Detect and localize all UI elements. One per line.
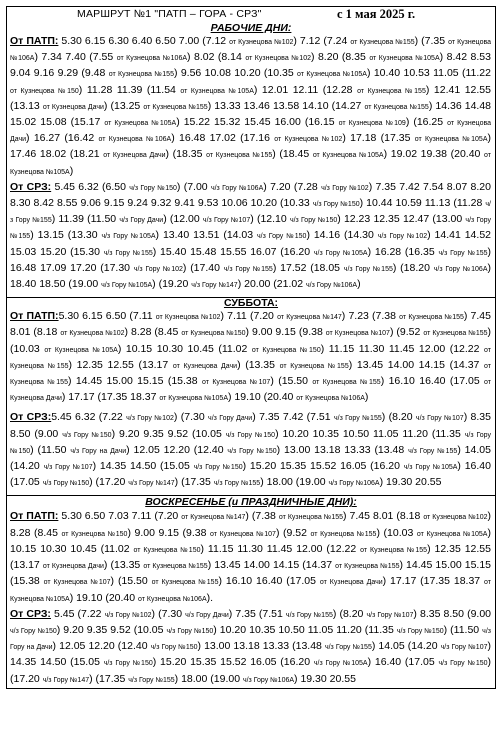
stop-note: ч/з Гору №105А [101,233,156,241]
departure-times: ) 7.45 8.01 (8.18 [10,310,491,339]
departure-times: ) (12.10 [250,213,290,226]
departure-times: ). [206,591,214,604]
stop-note: от Кузнецова №155 [312,379,381,387]
departure-times: ) (10.03 [10,326,492,355]
workdays-srz-block [7,180,495,293]
route-title: МАРШРУТ №1 "ПАТП – ГОРА - СРЗ" [77,8,262,20]
workdays-title: РАБОЧИЕ ДНИ: [210,22,292,34]
stop-note: ч/з Гору №102 [133,265,183,273]
stop-note: ч/з Гору №150 [227,447,277,455]
departure-times: ) 10.20 10.35 10.50 11.05 11.20 (11.35 [213,623,397,636]
departure-times: ) 7.23 (7.38 [341,310,400,323]
departure-times: ) 13.33 13.46 13.58 14.10 (14.27 [207,99,365,112]
departure-times: ) 11.15 11.30 11.45 12.00 (12.22 [200,542,361,555]
stop-note: от Кузнецова №102 [423,514,488,522]
sunday-patp-times [10,510,491,603]
departure-times: ) 7.35 7.42 7.54 8.07 8.20 8.30 8.42 8.55 9.06 9.15 9.24 9.32 9.41 9.53 10.06 10.20 (10.33 [10,180,491,210]
departure-times: ) 18.00 (19.00 [174,672,243,685]
departure-times: ) 17.52 (18.05 [272,261,344,274]
stop-note: от Кузнецова №155 [423,330,488,338]
stop-note: от Кузнецова №107 [43,579,111,587]
departure-times: ) 14.35 14.50 (15.05 [92,460,194,473]
stop-note: от Кузнецова Дачи [103,152,166,160]
workdays-patp-times [10,35,491,177]
departure-times: ) 16.48 17.02 (17.16 [171,132,275,145]
stop-note: ч/з Гору Дачи [208,415,253,423]
stop-note: ч/з Гору №107 [43,464,93,472]
departure-times: ) 13.45 14.00 14.15 (14.37 [348,358,485,371]
stop-note: от Кузнецова Дачи [172,362,238,370]
stop-note: от Кузнецова №105А [104,120,177,128]
stop-note: ч/з Гору №147 [42,676,90,684]
stop-note: ч/з Гору №155 [223,265,273,273]
stop-note: ч/з Гору №150 [42,480,90,488]
departure-times: ) (7.38 [245,510,279,523]
departure-times: ) 12.23 12.35 12.47 (13.00 [337,213,466,226]
stop-note: ч/з Гору №150 [150,644,198,652]
departure-times: ) 14.45 15.00 15.15 (15.38 [67,375,202,388]
stop-note: от Кузнецова №107 [325,330,390,338]
departure-times: ) 8.42 8.53 9.04 9.16 9.29 (9.48 [10,51,491,80]
stop-note: от Кузнецова №106А [10,39,491,63]
departure-times: ) (13.25 [103,99,144,112]
departure-times: ) 16.48 17.09 17.20 (17.30 [10,245,492,274]
stop-note: от Кузнецова №155 [357,87,426,95]
header [7,7,495,23]
stop-note: от Кузнецова №102 [60,330,125,338]
departure-times: ) 14.05 (14.20 [10,443,491,473]
stop-note: ч/з Гору №155 [438,249,488,257]
stop-note: ч/з Гору №107 [440,644,488,652]
stop-note: от Кузнецова №155 [310,530,377,538]
stop-note: ч/з Гору №150 [193,464,243,472]
stop-note: ч/з Гору №155 [285,611,333,619]
stop-note: от Кузнецова №155 [206,152,273,160]
stop-note: ч/з Гору №150 [257,233,307,241]
stop-note: ч/з Гору №150 [289,217,338,225]
departure-times: ) 19.30 20.55 [294,672,356,685]
departure-times: ) (15.50 [270,375,313,388]
departure-times: ) 8.02 (8.14 [187,51,246,64]
departure-times: ) (17.20 [89,476,129,489]
saturday-patp-label: От ПАТП: [10,310,59,323]
sunday-patp-label: От ПАТП: [10,510,59,523]
stop-note: ч/з Гору №155 [10,217,491,241]
departure-times: ) 11.15 11.30 11.45 12.00 (12.22 [320,342,485,355]
stop-note: от Кузнецова №106А [98,136,172,144]
schedule-page [6,6,496,689]
departure-times: ) 8.28 (8.45 [10,510,491,539]
stop-note: от Кузнецова №105А [159,395,228,403]
workdays-patp-block [7,34,495,180]
departure-times: ) 19.10 (20.40 [228,391,297,404]
departure-times: ) 17.17 (17.35 18.37 [382,575,485,588]
stop-note: ч/з Гору №155 [408,447,458,455]
stop-note: ч/з Гору №150 [225,431,276,439]
departure-times: ) 13.40 13.51 (14.03 [155,229,258,242]
stop-note: от Кузнецова №155 [10,346,491,370]
departure-times: ) 16.40 (17.05 [367,656,439,669]
departure-times: ) (17.20 [10,656,492,685]
departure-times: ) (12.00 [163,213,203,226]
stop-note: ч/з Гору №150 [10,627,57,635]
departure-times: ) (8.20 [332,607,367,620]
departure-times: ) 7.35 (7.51 [228,607,286,620]
departure-times: ) 9.56 10.08 10.20 (10.35 [173,67,298,80]
sunday-srz-times [10,608,491,685]
stop-note: от Кузнецова №102 [245,55,311,63]
departure-times: ) (11.50 [30,443,71,456]
departure-times: 5.30 6.15 6.50 (7.11 [58,310,156,323]
stop-note: от Кузнецова №155 [360,546,428,554]
stop-note: ч/з Гору №107 [415,415,464,423]
departure-times: ) 12.41 12.55 (13.13 [10,83,491,112]
departure-times: ) 11.28 11.39 (11.54 [78,83,181,96]
departure-times: ) (17.40 [182,261,224,274]
sunday-srz-block [7,607,495,688]
departure-times: ) 12.01 12.11 (12.28 [253,83,358,96]
stop-note: ч/з Гору №155 [343,265,393,273]
stop-note: ч/з Гору №150 [166,627,214,635]
stop-note: ч/з Гору №107 [202,217,251,225]
departure-times: ) 7.35 7.42 (7.51 [252,411,334,424]
departure-times: ) 14.35 14.50 (15.05 [10,640,491,669]
stop-note: от Кузнецова №150 [10,87,79,95]
stop-note: ч/з Гору №105А [313,249,368,257]
departure-times: ) 8.20 (8.35 [310,51,370,64]
departure-times: ) 7.20 (7.28 [263,180,322,193]
departure-times: ) [364,391,369,404]
stop-note: ч/з Гору №150 [396,627,444,635]
stop-note: ч/з Гору №147 [128,480,175,488]
departure-times: ) (7.30 [173,411,209,424]
departure-times: ) 18.40 18.50 (19.00 [10,261,491,291]
stop-note: от Кузнецова №155 [364,103,429,111]
stop-note: ч/з Гору на Дачи [70,447,127,455]
departure-times: ) 12.05 12.20 (12.40 [126,443,228,456]
stop-note: от Кузнецова №109 [338,120,406,128]
stop-note: ч/з Гору №105А [101,282,153,290]
departure-times: 5.45 6.32 (7.22 [51,411,127,424]
departure-times: ) 8.35 8.50 (9.00 [10,411,491,440]
stop-note: от Кузнецова №155 [335,563,400,571]
departure-times: ) 7.45 8.01 (8.18 [343,510,424,523]
departure-times: ) 10.44 10.59 11.13 (11.28 [359,197,486,210]
departure-times: ) 7.11 (7.20 [220,310,278,323]
stop-note: ч/з Гору №155 [213,480,261,488]
stop-note: от Кузнецова №105А [44,346,118,354]
departure-times: ) (10.03 [376,526,417,539]
departure-times: ) 20.00 (21.02 [237,278,306,291]
stop-note: от Кузнецова №155 [108,71,174,79]
stop-note: от Кузнецова №155 [399,314,464,322]
departure-times: ) 9.00 9.15 (9.38 [245,326,326,339]
departure-times: ) 11.39 (11.50 [51,213,120,226]
departure-times: ) (7.35 [414,35,449,47]
stop-note: от Кузнецова №150 [133,546,201,554]
departure-times: ) 16.40 (17.05 [10,460,491,489]
stop-note: от Кузнецова №150 [251,346,321,354]
departure-times: ) (17.35 [89,672,129,685]
sunday-srz-label: От СРЗ: [10,607,51,620]
departure-times: ) [69,164,74,177]
departure-times: ) (11.50 [443,623,483,636]
departure-times: ) 8.35 8.50 (9.00 [413,607,492,620]
stop-note: ч/з Гору №155 [128,676,175,684]
stop-note: от Кузнецова №155 [143,103,208,111]
departure-times: ) 16.10 16.40 (17.05 [218,575,320,588]
stop-note: от Кузнецова №107 [201,379,271,387]
departure-times: ) (9.52 [275,526,311,539]
stop-note: от Кузнецова №105А [297,71,367,79]
saturday-patp-block [7,309,495,406]
stop-note: ч/з Гору №106А [242,676,295,684]
stop-note: от Кузнецова №155 [143,563,208,571]
stop-note: от Кузнецова Дачи [319,579,383,587]
departure-times: ) 15.40 15.48 15.55 16.07 (16.20 [152,245,314,258]
stop-note: от Кузнецова №102 [229,39,294,46]
stop-note: ч/з Гору №102 [321,184,369,192]
stop-note: от Кузнецова №150 [61,530,128,538]
departure-times: ) 14.45 15.00 15.15 (15.38 [10,559,492,588]
departure-times: ) (9.52 [389,326,424,339]
sunday-patp-block [7,509,495,606]
stop-note: от Кузнецова №105А [180,87,254,95]
departure-times: ) (18.45 [272,148,313,161]
departure-times: ) 14.36 14.48 15.02 15.08 (15.17 [10,99,492,129]
departure-times: ) 14.16 (14.30 [306,229,378,242]
departure-times: ) (15.50 [110,575,152,588]
departure-times: ) 10.15 10.30 10.45 (11.02 [117,342,252,355]
departure-times: ) 16.27 (16.42 [26,132,99,145]
departure-times: ) 10.15 10.30 10.45 (11.02 [10,526,491,555]
stop-note: от Кузнецова №147 [181,514,246,522]
stop-note: ч/з Гору №155 [324,644,372,652]
departure-times: ) (19.20 [152,278,192,291]
effective-date: с 1 мая 2025 г. [337,7,416,21]
stop-note: ч/з Гору №106А [328,480,380,488]
departure-times: ) (8.20 [381,411,416,424]
stop-note: ч/з Гору №150 [312,201,360,209]
departure-times: ) (13.35 [237,358,280,371]
departure-times: ) (7.30 [151,607,186,620]
stop-note: от Кузнецова №106А [116,55,188,63]
departure-times: 5.30 6.50 7.03 7.11 (7.20 [58,510,182,523]
departure-times: ) 9.20 9.35 9.52 (10.05 [111,427,226,440]
stop-note: ч/з Гору №147 [191,282,238,290]
stop-note: от Кузнецова №155 [279,362,349,370]
departure-times: ) 8.28 (8.45 [124,326,182,339]
stop-note: от Кузнецова №150 [181,330,246,338]
departure-times: ) 15.22 15.32 15.45 16.00 (16.15 [176,116,339,129]
departure-times: ) (7.00 [176,180,211,193]
stop-note: ч/з Гору №150 [62,431,112,439]
stop-note: ч/з Гору №105А [313,660,368,668]
workdays-srz-times [10,181,491,290]
stop-note: от Кузнецова Дачи [42,103,104,111]
departure-times: ) 14.05 (14.20 [371,640,441,653]
stop-note: ч/з Гору №106А [433,265,488,273]
workdays-patp-label: От ПАТП: [10,35,59,47]
departure-times: ) 13.15 (13.30 [30,229,102,242]
departure-times: ) 19.30 20.55 [379,476,442,489]
departure-times: ) 7.34 7.40 (7.55 [34,51,117,64]
stop-note: от Кузнецова №102 [274,136,343,144]
stop-note: ч/з Гору №155 [333,415,382,423]
stop-note: ч/з Гору №102 [126,415,174,423]
stop-note: от Кузнецова №105А [414,136,488,144]
stop-note: от Кузнецова №105А [369,55,440,63]
stop-note: от Кузнецова №155 [278,514,344,522]
saturday-srz-label: От СРЗ: [10,411,52,424]
stop-note: ч/з Гору №155 [103,249,153,257]
stop-note: ч/з Гору №105А [403,464,458,472]
departure-times: ) 17.18 (17.35 [342,132,415,145]
stop-note: от Кузнецова №106А [296,395,365,403]
departure-times: ) 10.20 10.35 10.50 11.05 11.20 (11.35 [275,427,465,440]
stop-note: ч/з Гору №150 [10,431,491,455]
stop-note: от Кузнецова №155 [350,39,415,46]
stop-note: ч/з Гору №155 [10,201,491,225]
stop-note: от Кузнецова Дачи [10,120,491,144]
departure-times: ) 19.10 (20.40 [69,591,139,604]
departure-times: ) 13.00 13.18 13.33 (13.48 [197,640,325,653]
departure-times: ) 13.45 14.00 14.15 (14.37 [207,559,336,572]
departure-times: ) (18.20 [392,261,434,274]
saturday-title: СУББОТА: [223,297,279,310]
departure-times: ) (18.35 [165,148,207,161]
stop-note: ч/з Гору №107 [366,611,414,619]
departure-times: ) 16.10 16.40 (17.05 [380,375,485,388]
stop-note: ч/з Гору Дачи [119,217,164,225]
workdays-srz-label: От СРЗ: [10,180,52,193]
stop-note: ч/з Гору на Дачи [10,627,491,652]
departure-times: ) 19.02 19.38 (20.40 [383,148,485,161]
departure-times: 5.30 6.15 6.30 6.40 6.50 7.00 (7.12 [58,35,230,47]
stop-note: ч/з Гору №150 [103,660,153,668]
departure-times: ) [357,278,361,291]
saturday-srz-block [7,410,495,491]
departure-times: ) 12.35 12.55 (13.17 [68,358,173,371]
stop-note: ч/з Гору №150 [438,660,488,668]
departure-times: ) (17.35 [174,476,214,489]
departure-times: 5.45 6.32 (6.50 [51,180,130,193]
stop-note: от Кузнецова №105А [312,152,384,160]
saturday-patp-times [10,310,491,403]
stop-note: от Кузнецова №106А [138,595,207,603]
stop-note: ч/з Гору №102 [104,611,152,619]
stop-note: от Кузнецова №155 [10,362,491,387]
departure-times: ) 14.41 14.52 15.03 15.20 (15.30 [10,229,491,258]
stop-note: от Кузнецова №107 [210,530,276,538]
departure-times: ) 9.00 9.15 (9.38 [127,526,211,539]
stop-note: ч/з Гору №106А [305,282,358,290]
stop-note: от Кузнецова №102 [155,314,221,322]
sunday-title: ВОСКРЕСЕНЬЕ (и ПРАЗДНИЧНЫЕ ДНИ): [145,496,357,509]
departure-times: ) 17.17 (17.35 18.37 [61,391,160,404]
stop-note: от Кузнецова №147 [277,314,342,322]
stop-note: от Кузнецова №105А [10,579,491,603]
stop-note: от Кузнецова Дачи [42,563,104,571]
saturday-srz-times [10,411,491,488]
stop-note: ч/з Гору №106А [210,184,264,192]
stop-note: ч/з Гору №102 [377,233,428,241]
departure-times: ) 15.20 15.35 15.52 16.05 (16.20 [152,656,314,669]
departure-times: ) 12.35 12.55 (13.17 [10,542,491,572]
departure-times: ) (16.25 [405,116,448,129]
stop-note: от Кузнецова №105А [10,152,491,176]
departure-times: ) 7.12 (7.24 [293,35,351,47]
departure-times: ) 16.28 (16.35 [367,245,439,258]
departure-times: ) 18.00 (19.00 [260,476,329,489]
departure-times: ) (13.35 [103,559,144,572]
departure-times: ) 9.20 9.35 9.52 (10.05 [56,623,167,636]
stop-note: от Кузнецова №105А [416,530,488,538]
stop-note: ч/з Гору Дачи [185,611,229,619]
stop-note: от Кузнецова №155 [151,579,219,587]
stop-note: ч/з Гору №150 [129,184,177,192]
departure-times: ) 13.00 13.18 13.33 (13.48 [276,443,409,456]
stop-note: от Кузнецова Дачи [10,379,491,403]
departure-times: ) 15.20 15.35 15.52 16.05 (16.20 [242,460,404,473]
departure-times: ) 12.05 12.20 (12.40 [52,640,151,653]
departure-times: 5.45 (7.22 [50,607,105,620]
departure-times: ) 17.46 18.02 (18.21 [10,132,491,161]
departure-times: ) 10.40 10.53 11.05 (11.22 [366,67,491,80]
